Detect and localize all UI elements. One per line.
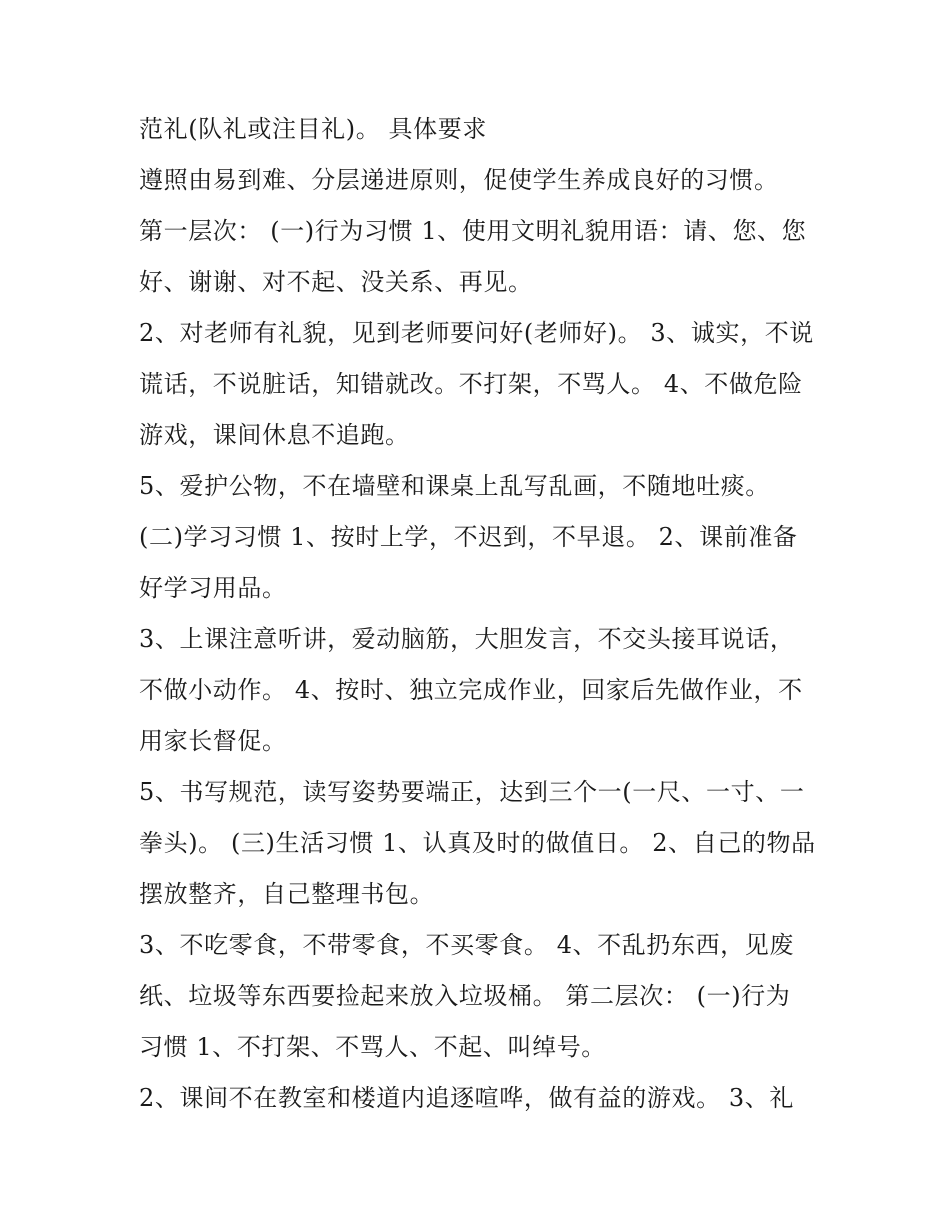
- text-line-20: 2、课间不在教室和楼道内追逐喧哗，做有益的游戏。 3、礼: [139, 1084, 794, 1112]
- text-line-18: 纸、垃圾等东西要捡起来放入垃圾桶。 第二层次： (一)行为: [139, 982, 791, 1010]
- text-line-1: 范礼(队礼或注目礼)。 具体要求: [139, 115, 487, 143]
- text-line-17: 3、不吃零食，不带零食，不买零食。 4、不乱扔东西，见废: [139, 931, 794, 959]
- text-line-6: 谎话，不说脏话，知错就改。不打架，不骂人。 4、不做危险: [139, 370, 803, 398]
- text-line-19: 习惯 1、不打架、不骂人、不起、叫绰号。: [139, 1033, 606, 1061]
- text-line-11: 3、上课注意听讲，爱动脑筋，大胆发言，不交头接耳说话，: [139, 625, 795, 653]
- text-line-16: 摆放整齐，自己整理书包。: [139, 880, 435, 908]
- text-line-10: 好学习用品。: [139, 574, 287, 602]
- text-line-5: 2、对老师有礼貌，见到老师要问好(老师好)。 3、诚实，不说: [139, 319, 814, 347]
- document-body: [139, 104, 829, 1124]
- text-line-8: 5、爱护公物，不在墙壁和课桌上乱写乱画，不随地吐痰。: [139, 472, 770, 500]
- text-line-13: 用家长督促。: [139, 727, 287, 755]
- text-line-4: 好、谢谢、对不起、没关系、再见。: [139, 268, 533, 296]
- text-line-12: 不做小动作。 4、按时、独立完成作业，回家后先做作业，不: [139, 676, 803, 704]
- text-line-7: 游戏，课间休息不追跑。: [139, 421, 410, 449]
- text-line-9: (二)学习习惯 1、按时上学，不迟到，不早退。 2、课前准备: [139, 523, 798, 551]
- text-line-14: 5、书写规范，读写姿势要端正，达到三个一(一尺、一寸、一: [139, 778, 805, 806]
- text-line-15: 拳头)。 (三)生活习惯 1、认真及时的做值日。 2、自己的物品: [139, 829, 816, 857]
- text-line-3: 第一层次： (一)行为习惯 1、使用文明礼貌用语：请、您、您: [139, 217, 807, 245]
- text-line-2: 遵照由易到难、分层递进原则，促使学生养成良好的习惯。: [139, 166, 779, 194]
